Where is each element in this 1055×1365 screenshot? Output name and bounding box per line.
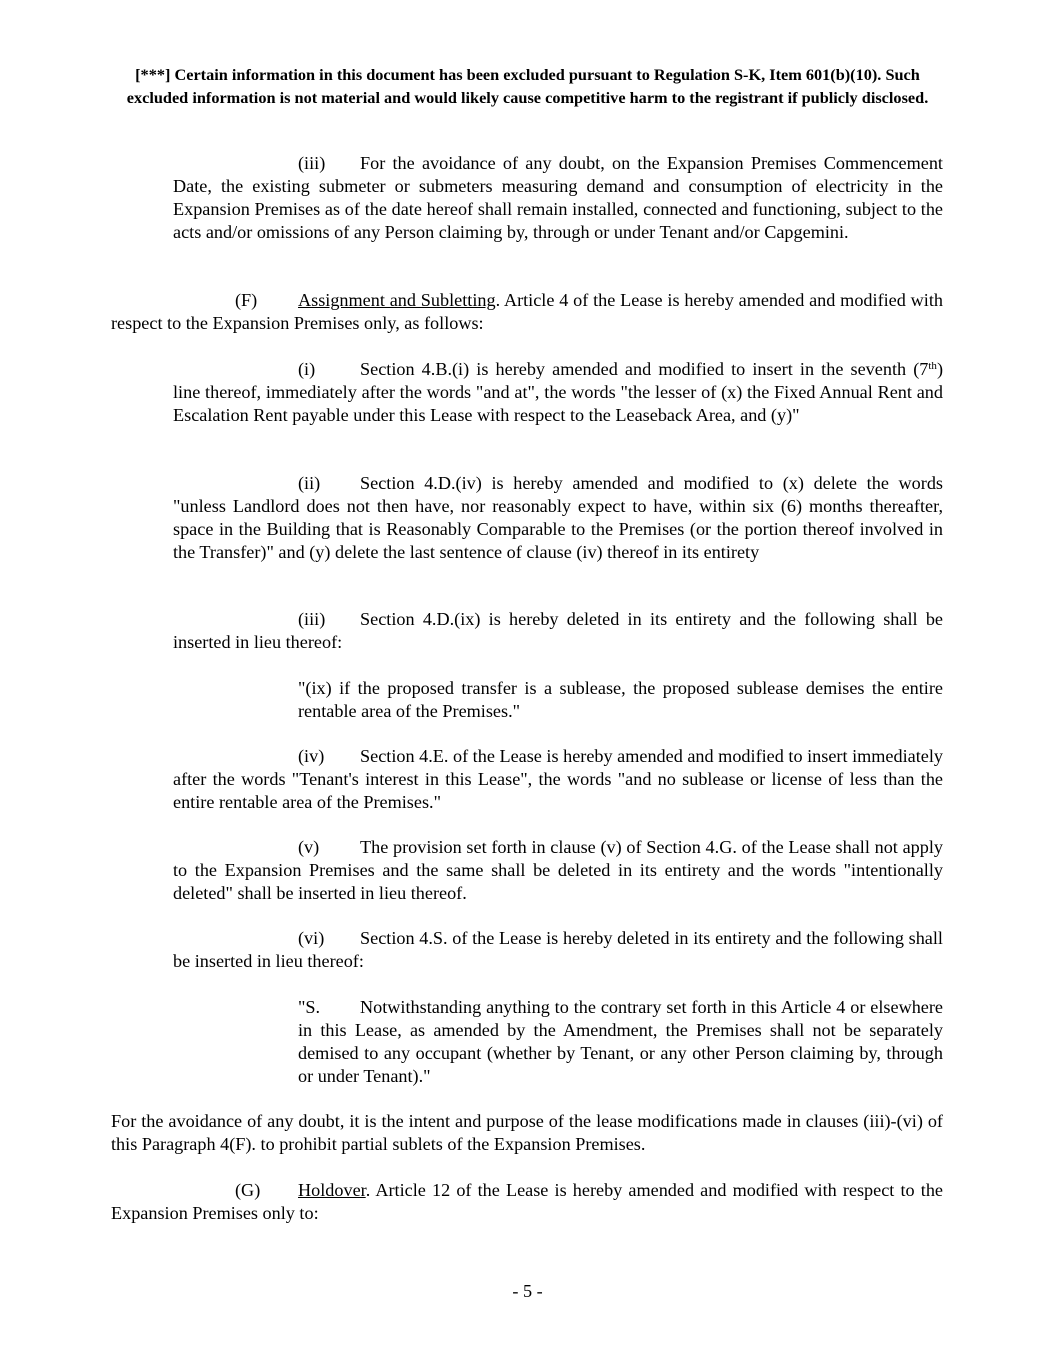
clause-number: (i) (298, 359, 316, 379)
clause-text: Section 4.D.(iv) is hereby amended and modified to (x) delete the words "unless Landlord does not then have, nor reasonably expect to have, within six (6) months thereafter, space in the Building that is Reasonably Comparable to the Premises (or the portion thereof involved in the Transfer)" and (y) delete the last sentence of clause (iv) thereof in its entirety (173, 473, 943, 562)
paragraph-f-v (173, 836, 943, 905)
quote-ix (298, 677, 943, 723)
clause-number: (iv) (298, 746, 325, 766)
section-heading: Holdover (298, 1180, 366, 1200)
paragraph-e-iii (173, 152, 943, 244)
quote-label: "S. (298, 997, 321, 1017)
clause-number: (iii) (298, 609, 326, 629)
clause-number: (iii) (298, 153, 326, 173)
closing-text: For the avoidance of any doubt, it is the intent and purpose of the lease modifications made in clauses (iii)-(vi) of this Paragraph 4(F). to prohibit partial sublets of the Expansion Premises. (111, 1111, 943, 1154)
paragraph-f-iv (173, 745, 943, 814)
paragraph-f-ii (173, 472, 943, 564)
quote-text: "(ix) if the proposed transfer is a sublease, the proposed sublease demises the entire rentable area of the Premises." (298, 678, 943, 721)
paragraph-f (111, 289, 943, 335)
paragraph-f-iii (173, 608, 943, 654)
clause-number: (v) (298, 837, 320, 857)
clause-text-a: Section 4.B.(i) is hereby amended and modified to insert in the seventh (7 (360, 359, 929, 379)
clause-number: (ii) (298, 473, 321, 493)
clause-text: Section 4.S. of the Lease is hereby deleted in its entirety and the following shall be inserted in lieu thereof: (173, 928, 943, 971)
clause-text: Section 4.E. of the Lease is hereby amended and modified to insert immediately after the words "Tenant's interest in this Lease", the words "and no sublease or license of less than the entire rentable area of the Premises." (173, 746, 943, 812)
quote-text: Notwithstanding anything to the contrary set forth in this Article 4 or elsewhere in this Lease, as amended by the Amendment, the Premises shall not be separately demised to any occupant (whether by Tenant, or any other Person claiming by, through or under Tenant)." (298, 997, 943, 1086)
paragraph-f-i (173, 358, 943, 427)
section-letter: (G) (235, 1180, 261, 1200)
page-number: - 5 - (512, 1281, 543, 1301)
paragraph-f-closing (111, 1110, 943, 1156)
section-letter: (F) (235, 290, 258, 310)
quote-s (298, 996, 943, 1088)
paragraph-f-vi (173, 927, 943, 973)
section-heading: Assignment and Subletting (298, 290, 496, 310)
clause-text: For the avoidance of any doubt, on the Expansion Premises Commencement Date, the existing submeter or submeters measuring demand and consumption of electricity in the Expansion Premises as of the date hereof shall remain installed, connected and functioning, subject to the acts and/or omissions of any Person claiming by, through or under Tenant and/or Capgemini. (173, 153, 943, 242)
ordinal-suffix: th (928, 360, 937, 372)
clause-number: (vi) (298, 928, 325, 948)
section-text: . Article 4 of the Lease is hereby amended and modified with respect to the Expansion Premises only, as follows: (111, 290, 943, 333)
clause-text: The provision set forth in clause (v) of Section 4.G. of the Lease shall not apply to the Expansion Premises and the same shall be deleted in its entirety and the words "intentionally deleted" shall be inserted in lieu thereof. (173, 837, 943, 903)
clause-text-b: ) line thereof, immediately after the words "and at", the words "the lesser of (x) the Fixed Annual Rent and Escalation Rent payable under this Lease with respect to the Leaseback Area, and (y)" (173, 359, 943, 425)
paragraph-g (111, 1179, 943, 1225)
redaction-notice: [***] Certain information in this document has been excluded pursuant to Regulation S-K, Item 601(b)(10). Such excluded information is not material and would likely cause competitive harm to the registrant if publicly disclosed. (126, 65, 929, 107)
section-text: . Article 12 of the Lease is hereby amended and modified with respect to the Expansion Premises only to: (111, 1180, 943, 1223)
clause-text: Section 4.D.(ix) is hereby deleted in its entirety and the following shall be inserted in lieu thereof: (173, 609, 943, 652)
